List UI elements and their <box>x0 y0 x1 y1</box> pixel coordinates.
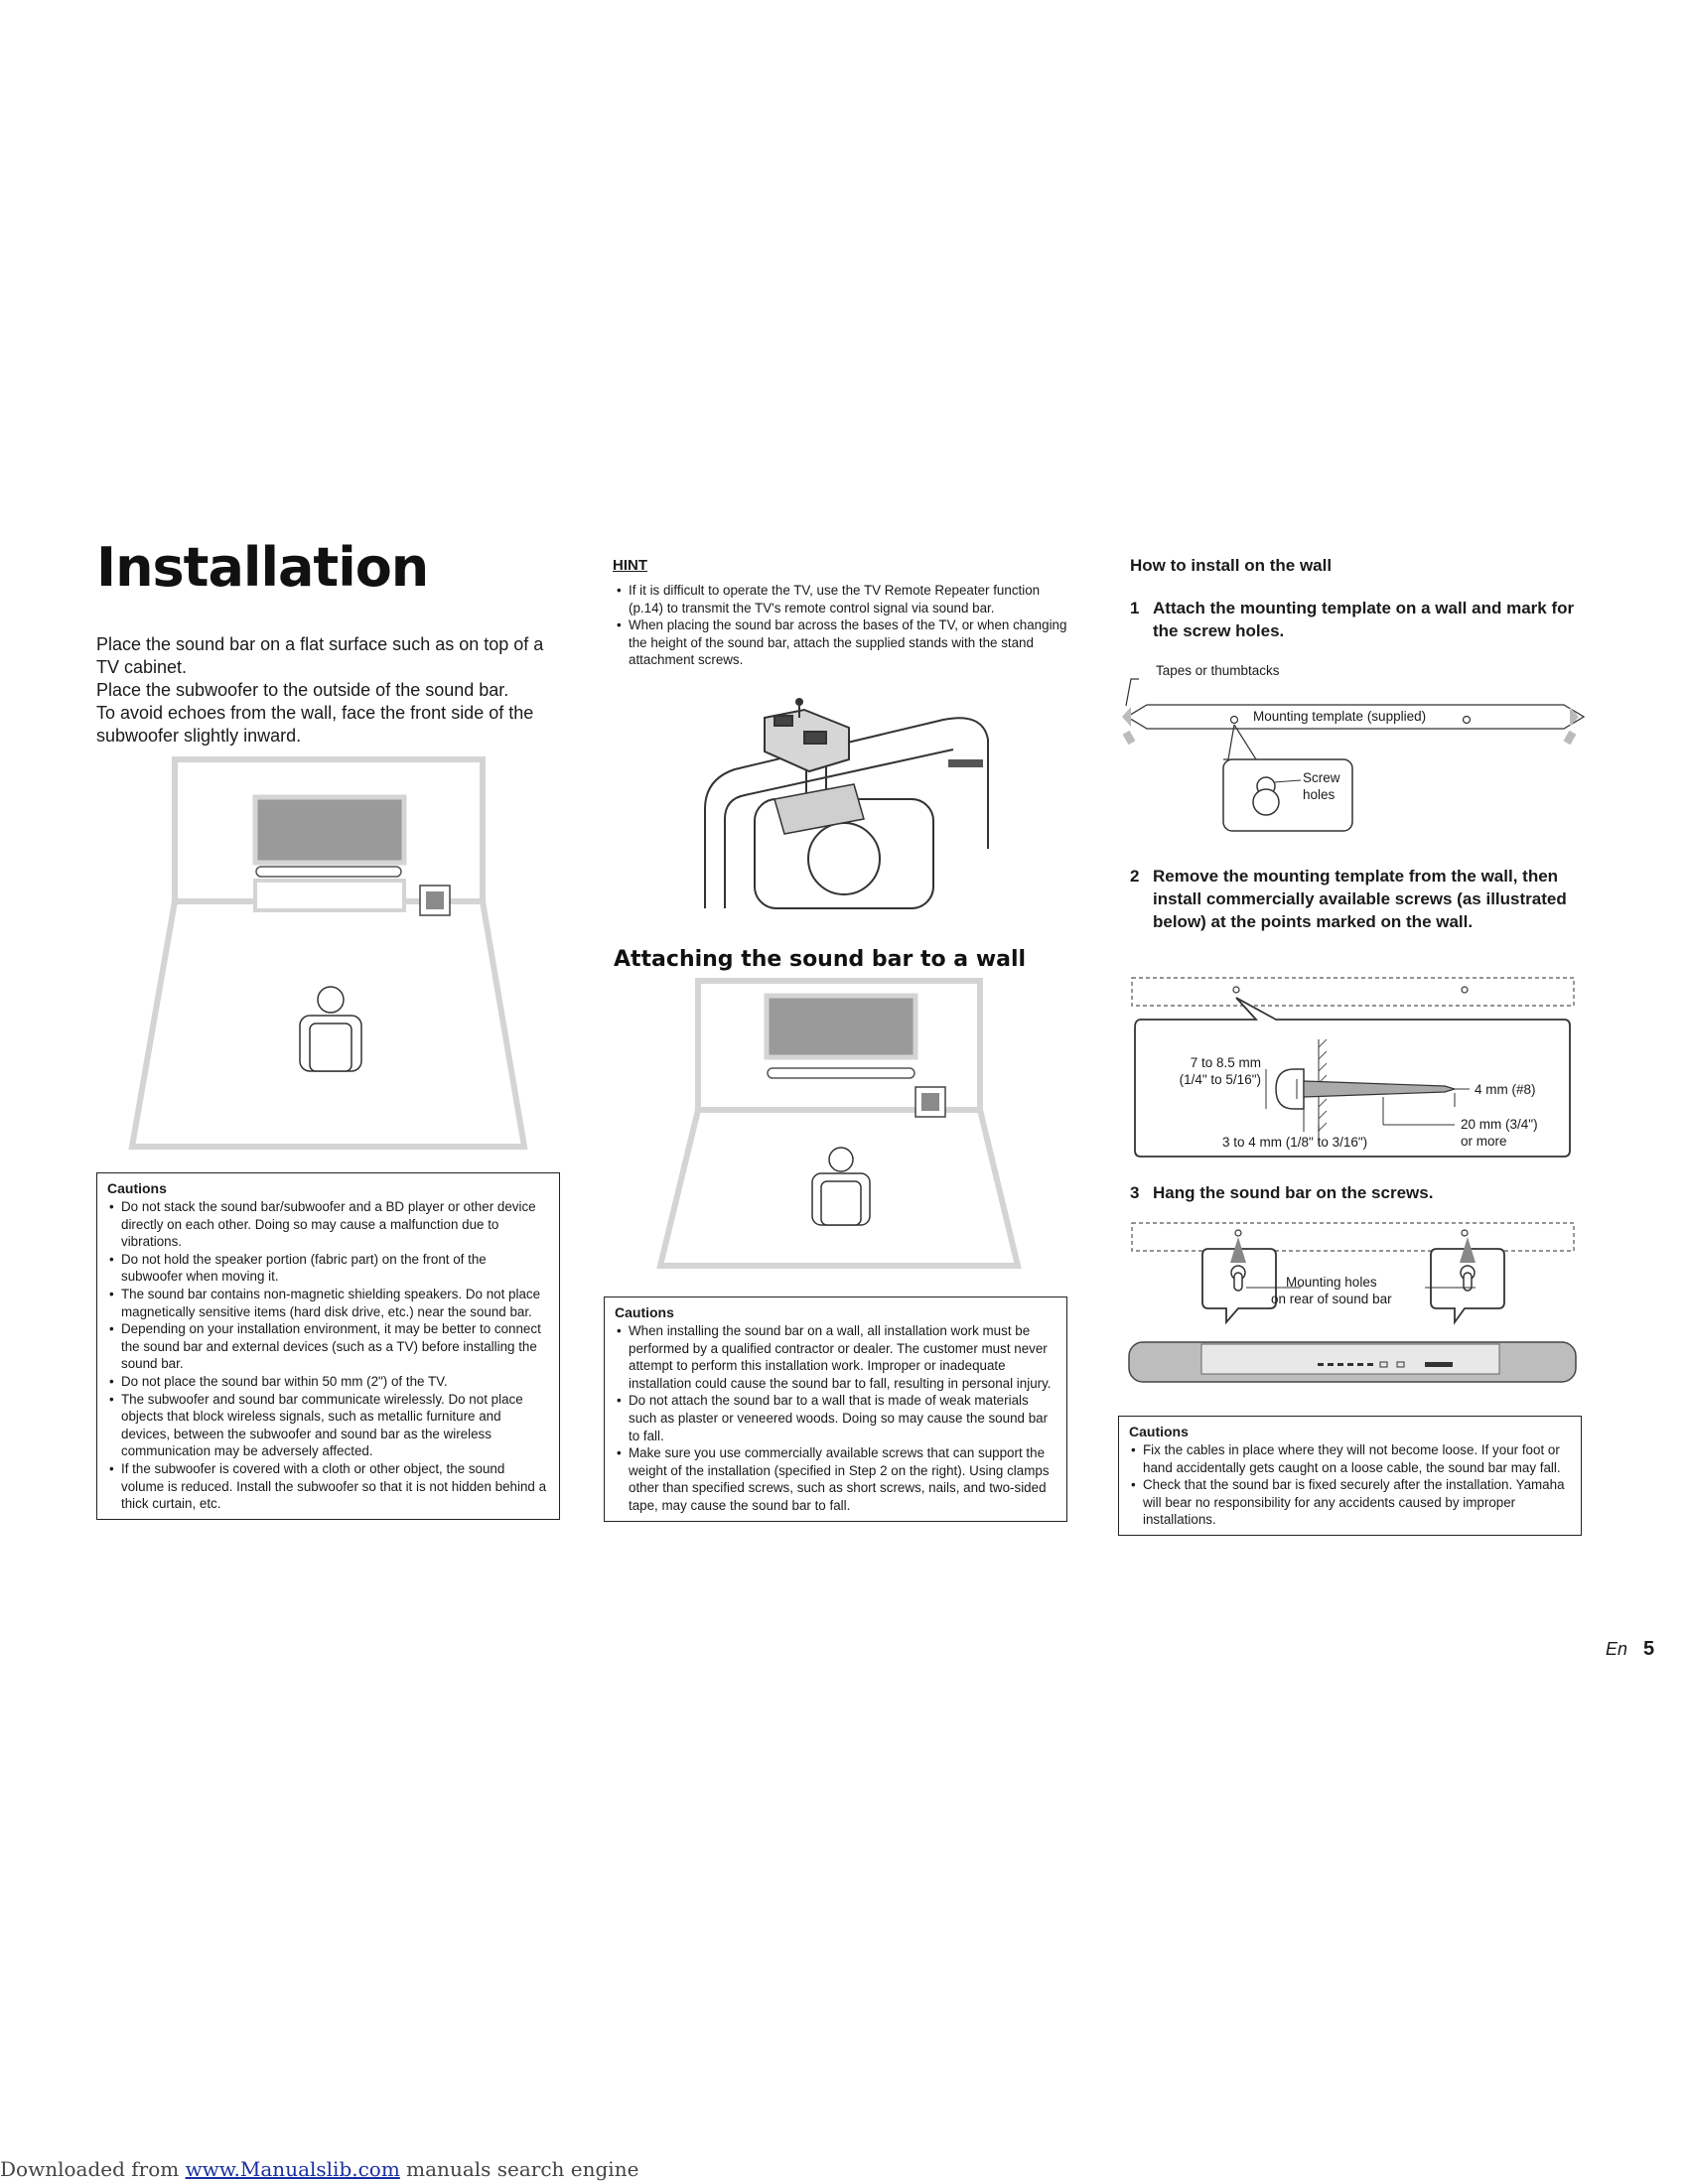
step-1 <box>1130 597 1597 642</box>
cautions-heading: Cautions <box>615 1304 674 1320</box>
head-diameter-label <box>1142 1054 1261 1088</box>
caution-item: • The sound bar contains non-magnetic shielding speakers. Do not place magnetically sensitive items (hard disk drive, etc.) near the sound bar. <box>107 1286 549 1320</box>
screw-holes-line: Screw <box>1303 770 1340 785</box>
mounting-holes-line: Mounting holes <box>1286 1275 1377 1290</box>
step-text: Remove the mounting template from the wall, then install commercially available screws (as illustrated below) at the points marked on the wall. <box>1153 867 1567 931</box>
page-number <box>1606 1638 1654 1661</box>
cautions-box <box>96 1172 560 1520</box>
caution-item: • Do not hold the speaker portion (fabric part) on the front of the subwoofer when moving it. <box>107 1251 549 1286</box>
caution-item: • Do not attach the sound bar to a wall that is made of weak materials such as plaster or veneered woods. Doing so may cause the sound bar to fall. <box>615 1392 1056 1444</box>
mounting-holes-label <box>1271 1274 1392 1307</box>
intro-paragraph: Place the sound bar on a flat surface such as on top of a TV cabinet. <box>96 634 544 677</box>
stand-attachment-illustration <box>695 700 993 908</box>
cautions-box <box>604 1297 1067 1522</box>
wall-install-heading: How to install on the wall <box>1130 556 1333 575</box>
room-placement-illustration <box>129 759 536 1157</box>
step-text: Hang the sound bar on the screws. <box>1153 1183 1434 1202</box>
caution-item: • Do not place the sound bar within 50 mm (2") of the TV. <box>107 1373 549 1391</box>
mounting-template-figure <box>1117 665 1584 839</box>
caution-item: • Depending on your installation environment, it may be better to connect the sound bar and external devices (such as a TV) before installing the sound bar. <box>107 1320 549 1373</box>
page-title: Installation <box>96 536 429 599</box>
page-number-value: 5 <box>1643 1638 1655 1660</box>
cautions-heading: Cautions <box>107 1180 167 1196</box>
intro-paragraph: Place the subwoofer to the outside of the sound bar. <box>96 680 509 700</box>
manualslib-link[interactable]: www.Manualslib.com <box>185 2157 400 2181</box>
cautions-heading: Cautions <box>1129 1424 1189 1439</box>
hint-list <box>615 582 1071 669</box>
caution-item: • When installing the sound bar on a wall, all installation work must be performed by a qualified contractor or dealer. The customer must never attempt to perform this installation work. Improper or inadequate installation could cause the sound bar to fall, resulting in personal injury. <box>615 1322 1056 1392</box>
cautions-box <box>1118 1416 1582 1536</box>
hint-heading: HINT <box>613 557 647 574</box>
hint-item: • When placing the sound bar across the bases of the TV, or when changing the height of the sound bar, attach the supplied stands with the stand attachment screws. <box>615 616 1071 669</box>
section-heading: Attaching the sound bar to a wall <box>614 947 1027 972</box>
mounting-holes-line: on rear of sound bar <box>1271 1292 1392 1306</box>
screw-length-label <box>1461 1116 1538 1150</box>
head-diameter-line: 7 to 8.5 mm <box>1190 1055 1261 1070</box>
caution-item: • Fix the cables in place where they will not become loose. If your foot or hand accidentally gets caught on a loose cable, the sound bar may fall. <box>1129 1441 1571 1476</box>
shaft-diameter-label: 4 mm (#8) <box>1475 1082 1536 1097</box>
caution-item: • The subwoofer and sound bar communicate wirelessly. Do not place objects that block wireless signals, such as metallic furniture and devices, between the subwoofer and sound bar as the wireless communication may be adversely affected. <box>107 1391 549 1460</box>
caution-item: • Check that the sound bar is fixed securely after the installation. Yamaha will bear no responsibility for any accidents caused by improper installations. <box>1129 1476 1571 1529</box>
caution-item: • Do not stack the sound bar/subwoofer and a BD player or other device directly on each other. Doing so may cause a malfunction due to vibrations. <box>107 1198 549 1251</box>
intro-paragraph: To avoid echoes from the wall, face the front side of the subwoofer slightly inward. <box>96 703 534 746</box>
wall-mount-room-illustration <box>655 978 1023 1276</box>
download-suffix: manuals search engine <box>399 2157 639 2181</box>
step-text: Attach the mounting template on a wall and mark for the screw holes. <box>1153 599 1575 640</box>
screw-length-line: or more <box>1461 1134 1507 1149</box>
template-label: Mounting template (supplied) <box>1253 709 1427 724</box>
download-prefix: Downloaded from <box>0 2157 186 2181</box>
gap-label: 3 to 4 mm (1/8" to 3/16") <box>1222 1135 1368 1150</box>
caution-item: • If the subwoofer is covered with a cloth or other object, the sound volume is reduced. Install the subwoofer so that it is not hidden behind a thick curtain, etc. <box>107 1460 549 1513</box>
language-code: En <box>1606 1639 1628 1659</box>
hang-soundbar-figure <box>1127 1211 1579 1405</box>
head-diameter-line: (1/4" to 5/16") <box>1179 1072 1261 1087</box>
screw-length-line: 20 mm (3/4") <box>1461 1117 1538 1132</box>
hint-item: • If it is difficult to operate the TV, use the TV Remote Repeater function (p.14) to transmit the TV's remote control signal via sound bar. <box>615 582 1071 616</box>
step-number: 3 <box>1130 1183 1140 1202</box>
step-number: 1 <box>1130 599 1140 617</box>
step-2 <box>1130 865 1597 933</box>
screw-holes-line: holes <box>1303 787 1336 802</box>
caution-item: • Make sure you use commercially available screws that can support the weight of the installation (specified in Step 2 on the right). Using clamps other than specified screws, such as short screws, nails, and two-sided tape, may cause the sound bar to fall. <box>615 1444 1056 1514</box>
download-footer <box>0 2157 638 2181</box>
tapes-label: Tapes or thumbtacks <box>1156 663 1280 678</box>
screw-holes-label <box>1303 769 1340 803</box>
step-3 <box>1130 1181 1597 1204</box>
intro-text <box>96 633 563 748</box>
step-number: 2 <box>1130 867 1140 886</box>
